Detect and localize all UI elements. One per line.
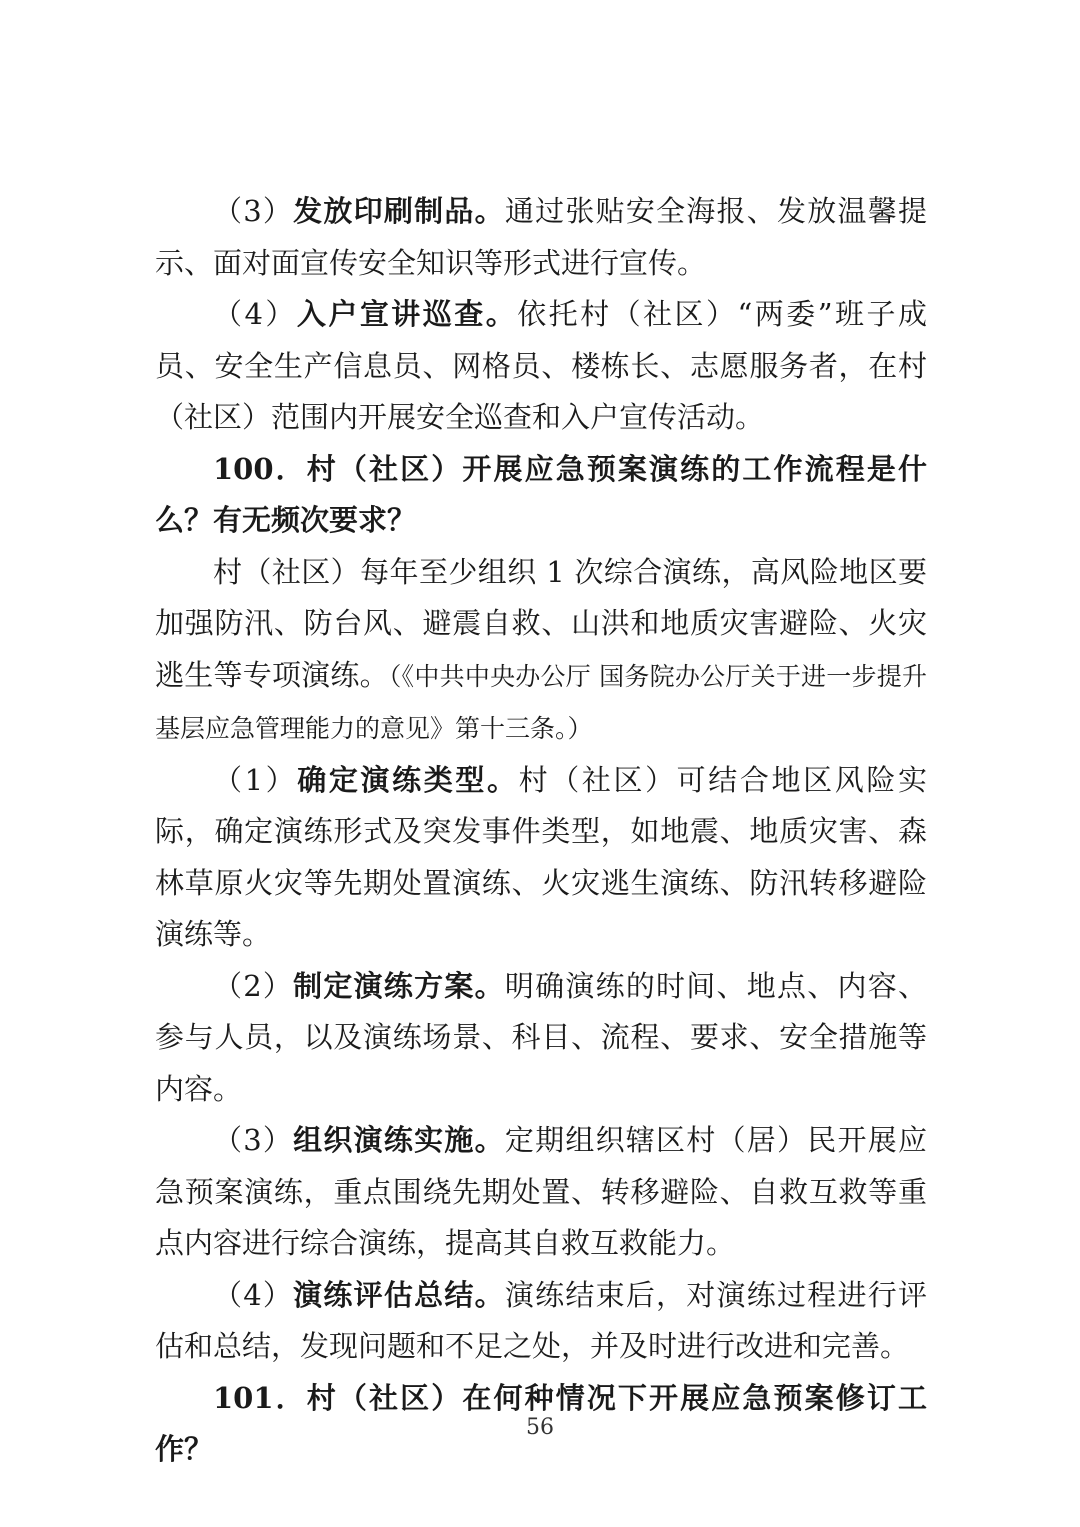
paragraph-drill-implementation: （3）组织演练实施。定期组织辖区村（居）民开展应急预案演练，重点围绕先期处置、转移避险、自救互救等重点内容进行综合演练，提高其自救互救能力。 <box>155 1123 927 1260</box>
question-heading-100: 100．村（社区）开展应急预案演练的工作流程是什么？有无频次要求？ <box>155 451 927 537</box>
paragraph-drill-plan: （2）制定演练方案。明确演练的时间、地点、内容、参与人员，以及演练场景、科目、流程、要求、安全措施等内容。 <box>155 968 927 1106</box>
paragraph-drill-evaluation: （4）演练评估总结。演练结束后，对演练过程进行评估和总结，发现问题和不足之处，并及时进行改进和完善。 <box>155 1277 927 1363</box>
paragraph-title: 入户宣讲巡查。 <box>296 297 518 331</box>
page-number: 56 <box>526 1415 554 1440</box>
paragraph-title: 演练评估总结。 <box>293 1277 505 1312</box>
paragraph-drill-type: （1）确定演练类型。村（社区）可结合地区风险实际，确定演练形式及突发事件类型，如地震、地质灾害、森林草原火灾等先期处置演练、火灾逃生演练、防汛转移避险演练等。 <box>155 762 927 951</box>
question-heading-101: 101．村（社区）在何种情况下开展应急预案修订工作？ <box>155 1380 927 1466</box>
paragraph-title: 发放印刷制品。 <box>293 194 505 228</box>
paragraph-title: 制定演练方案。 <box>293 968 505 1003</box>
paragraph-door-to-door: （4）入户宣讲巡查。依托村（社区）“两委”班子成员、安全生产信息员、网格员、楼栋长、志愿服务者，在村（社区）范围内开展安全巡查和入户宣传活动。 <box>155 297 927 434</box>
paragraph-title: 确定演练类型。 <box>297 762 519 797</box>
paragraph-title: 组织演练实施。 <box>293 1123 505 1157</box>
paragraph-print-materials: （3）发放印刷制品。通过张贴安全海报、发放温馨提示、面对面宣传安全知识等形式进行宣传。 <box>155 194 927 280</box>
citation-note: （《中共中央办公厅 国务院办公厅关于进一步提升基层应急管理能力的意见》第十三条。） <box>155 661 927 743</box>
page-body <box>155 186 927 1476</box>
paragraph-drill-frequency: 村（社区）每年至少组织 1 次综合演练，高风险地区要加强防汛、防台风、避震自救、山洪和地质灾害避险、火灾逃生等专项演练。（《中共中央办公厅 国务院办公厅关于进一步提升基层应急管理能力的意见》第十三条。） <box>155 554 927 743</box>
